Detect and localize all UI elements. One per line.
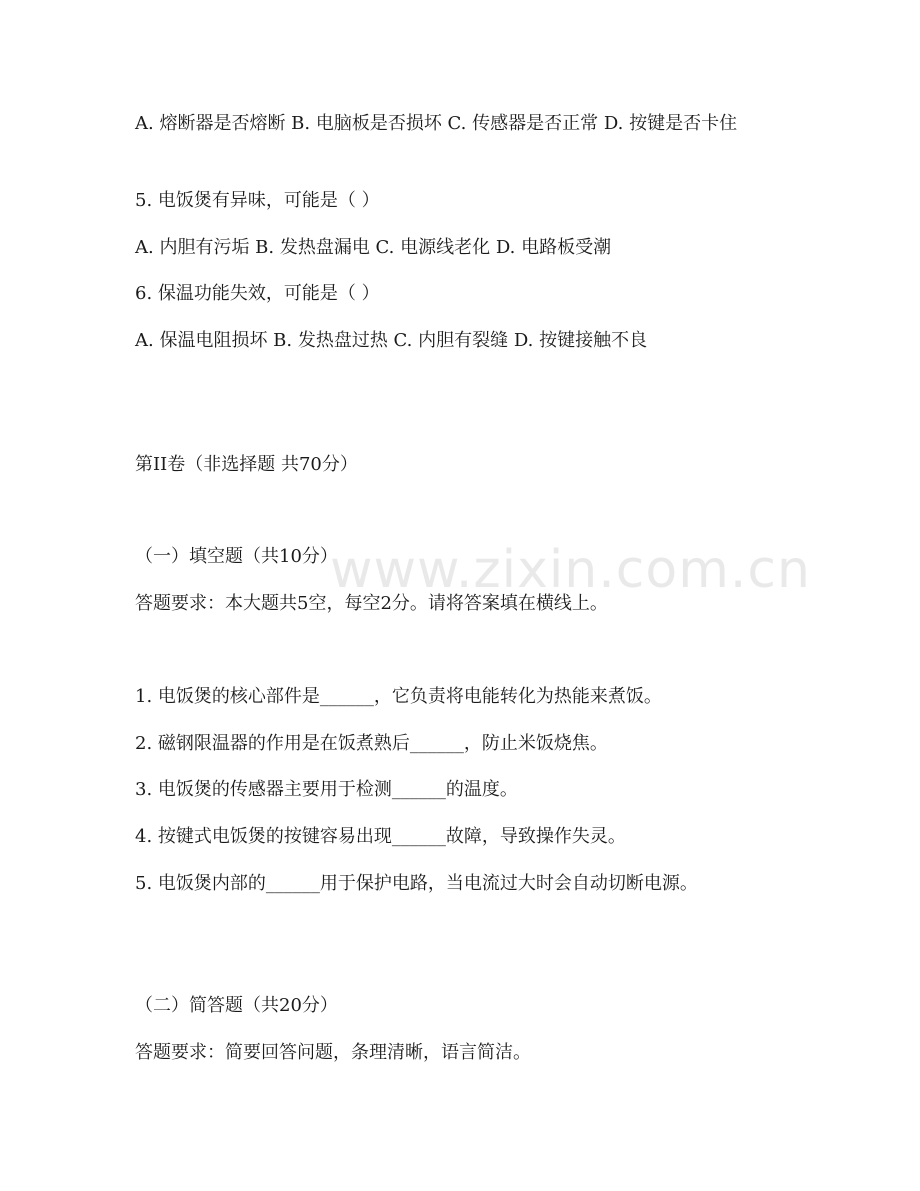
fill-question-4: 4. 按键式电饭煲的按键容易出现______故障，导致操作失灵。 [135, 826, 626, 847]
q4-options: A. 熔断器是否熔断 B. 电脑板是否损坏 C. 传感器是否正常 D. 按键是否卡住 [135, 113, 738, 134]
question-6: 6. 保温功能失效，可能是（ ） [135, 283, 380, 304]
fill-question-1: 1. 电饭煲的核心部件是______，它负责将电能转化为热能来煮饭。 [135, 686, 662, 707]
section-2-title: （二）简答题（共20分） [135, 995, 338, 1016]
section-1-requirement: 答题要求：本大题共5空，每空2分。请将答案填在横线上。 [135, 593, 608, 614]
part-2-title: 第II卷（非选择题 共70分） [135, 454, 358, 475]
watermark: www.zixin.com.cn [330, 540, 811, 600]
fill-question-5: 5. 电饭煲内部的______用于保护电路，当电流过大时会自动切断电源。 [135, 873, 698, 894]
section-1-title: （一）填空题（共10分） [135, 546, 338, 567]
question-5: 5. 电饭煲有异味，可能是（ ） [135, 190, 380, 211]
q6-options: A. 保温电阻损坏 B. 发热盘过热 C. 内胆有裂缝 D. 按键接触不良 [135, 330, 648, 351]
section-2-requirement: 答题要求：简要回答问题，条理清晰，语言简洁。 [135, 1042, 531, 1063]
fill-question-2: 2. 磁钢限温器的作用是在饭煮熟后______，防止米饭烧焦。 [135, 733, 608, 754]
fill-question-3: 3. 电饭煲的传感器主要用于检测______的温度。 [135, 779, 518, 800]
q5-options: A. 内胆有污垢 B. 发热盘漏电 C. 电源线老化 D. 电路板受潮 [135, 237, 612, 258]
